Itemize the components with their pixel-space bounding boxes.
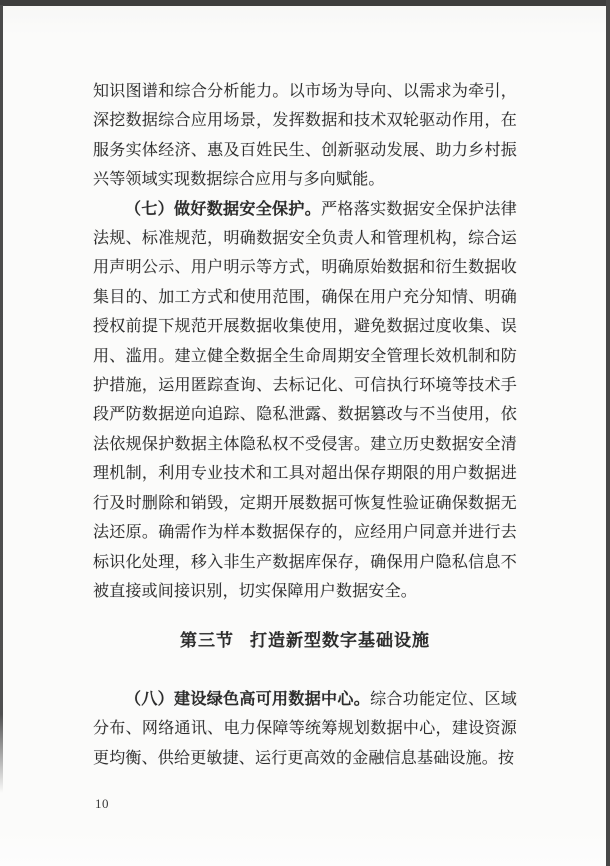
scan-edge-left [0,5,3,793]
paragraph-lead: （八）建设绿色高可用数据中心。 [125,690,371,708]
document-body [93,77,517,773]
section-heading-label: 第三节 [180,631,234,651]
paragraph-continuation [93,77,517,195]
section-heading [93,626,517,655]
paragraph-text: 严格落实数据安全保护法律法规、标准规范，明确数据安全负责人和管理机构，综合运用声明公示、用户明示等方式，明确原始数据和衍生数据收集目的、加工方式和使用范围，确保在用户充分知情、明确授权前提下规范开展数据收集使用，避免数据过度收集、误用、滥用。建立健全数据全生命周期安全管理长效机制和防护措施，运用匿踪查询、去标记化、可信执行环境等技术手段严防数据逆向追踪、隐私泄露、数据篡改与不当使用，依法依规保护数据主体隐私权不受侵害。建立历史数据安全清理机制，利用专业技术和工具对超出保存期限的用户数据进行及时删除和销毁，定期开展数据可恢复性验证确保数据无法还原。确需作为样本数据保存的，应经用户同意并进行去标识化处理，移入非生产数据库保存，确保用户隐私信息不被直接或间接识别，切实保障用户数据安全。 [93,200,518,600]
page-number: 10 [95,796,109,811]
paragraph-lead: （七）做好数据安全保护。 [125,200,322,218]
paragraph-text: 综合功能定位、区域分布、网络通讯、电力保障等统筹规划数据中心，建设资源更均衡、供给更敏捷、运行更高效的金融信息基础设施。按 [93,690,517,767]
scan-edge-right [606,0,610,866]
section-heading-title: 打造新型数字基础设施 [250,631,430,651]
paragraph-item-7 [93,195,517,607]
paragraph-item-8 [93,685,517,773]
paragraph-text: 知识图谱和综合分析能力。以市场为导向、以需求为牵引，深挖数据综合应用场景，发挥数据和技术双轮驱动作用，在服务实体经济、惠及百姓民生、创新驱动发展、助力乡村振兴等领域实现数据综合应用与多向赋能。 [93,83,517,189]
scan-edge-top [0,0,610,6]
